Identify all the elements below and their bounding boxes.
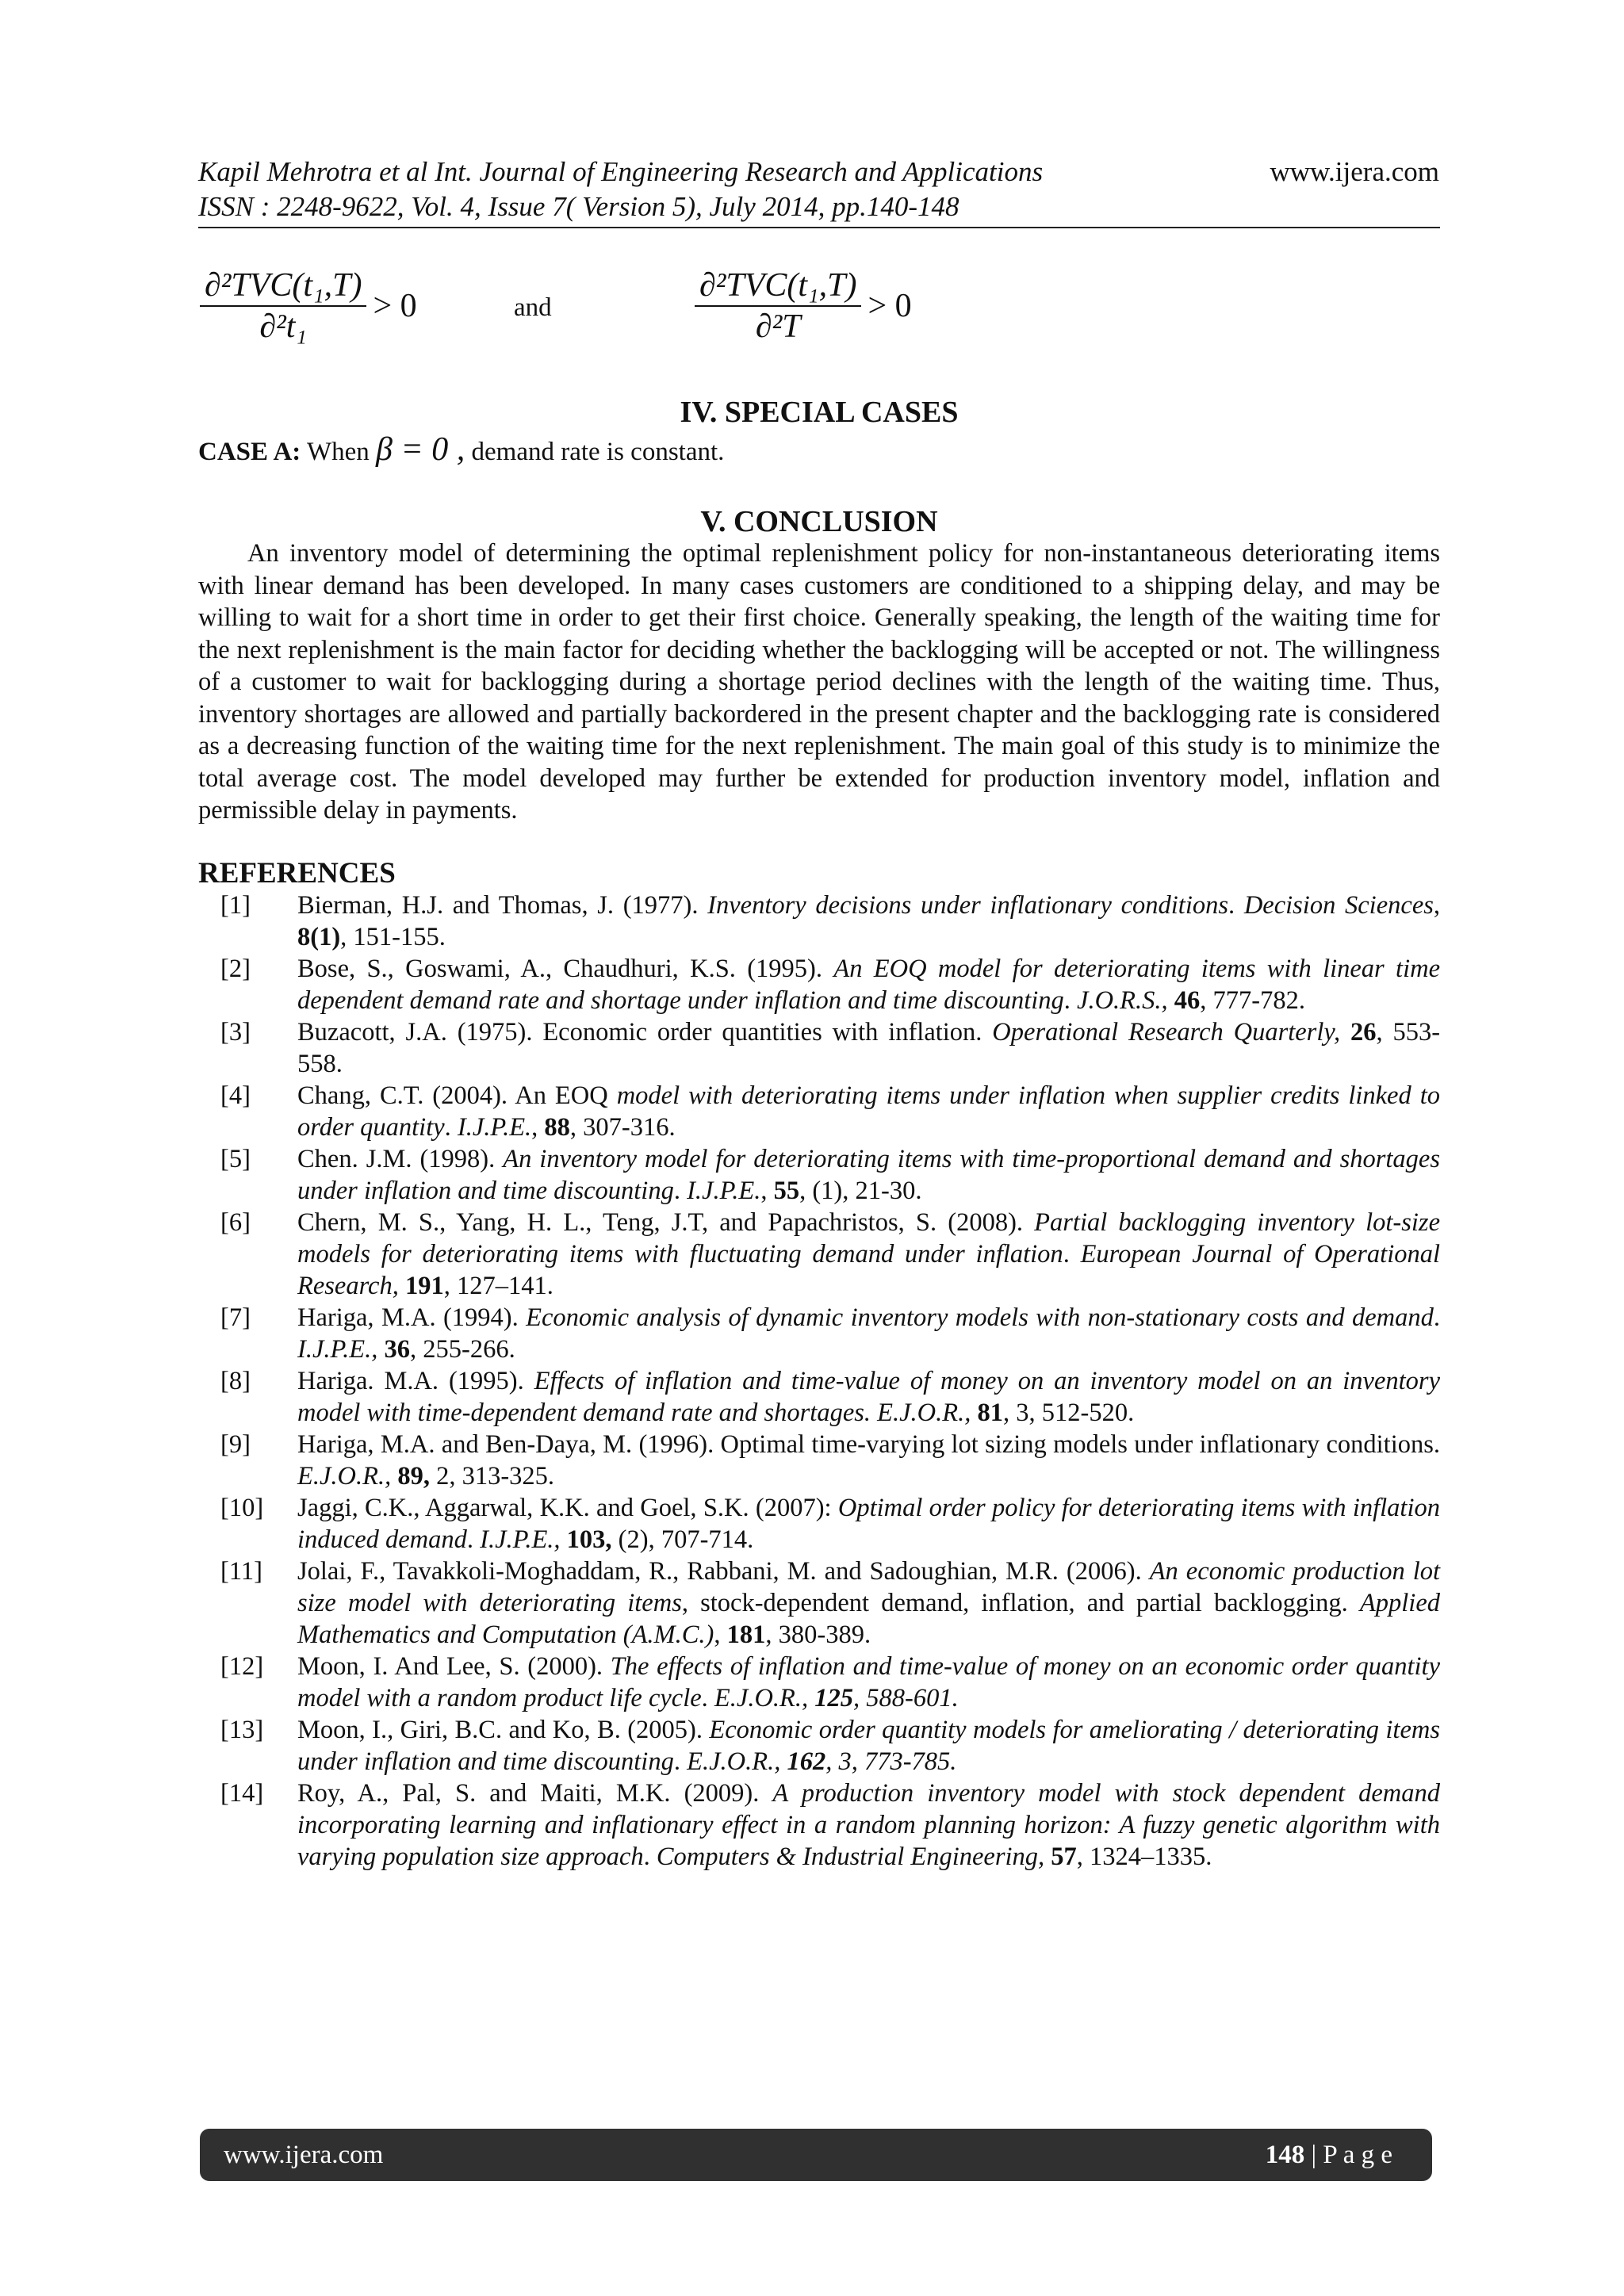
reference-part: .: [1063, 986, 1078, 1015]
reference-part: E.J.O.R.,: [687, 1747, 787, 1776]
reference-item: [198, 1714, 1440, 1777]
reference-part: 88: [544, 1113, 570, 1142]
reference-part: Moon, I. And Lee, S. (2000).: [297, 1652, 611, 1681]
reference-number: [3]: [220, 1018, 251, 1047]
equation-2-relation: > 0: [868, 288, 912, 324]
reference-part: ,: [1433, 891, 1441, 920]
reference-part: , 1324–1335.: [1076, 1843, 1212, 1871]
reference-part: An inventory model for deteriorating items with time-proportional demand and shortages under inflation and time discounting: [297, 1145, 1440, 1205]
reference-part: Operational Research Quarterly,: [992, 1018, 1341, 1047]
reference-part: Economic order quantity models for ameliorating / deteriorating items under inflation and time discounting: [297, 1716, 1440, 1776]
reference-part: An EOQ model for deteriorating items with linear time dependent demand rate and shortage under inflation and time discounting: [297, 955, 1440, 1015]
reference-item: [198, 1207, 1440, 1302]
reference-item: [198, 890, 1440, 953]
reference-part: , 777-782.: [1200, 986, 1305, 1015]
reference-part: Buzacott, J.A. (1975). Economic order quantities with inflation.: [297, 1018, 993, 1047]
reference-part: 162: [787, 1747, 826, 1776]
conclusion-heading: V. CONCLUSION: [700, 505, 938, 538]
case-a-label: CASE A:: [198, 438, 301, 466]
reference-part: Hariga. M.A. (1995).: [297, 1367, 534, 1395]
reference-text: [297, 1556, 1440, 1651]
reference-part: Optimal order policy for deteriorating items with inflation induced demand: [297, 1494, 1440, 1554]
case-a-math: β = 0 ,: [375, 431, 465, 468]
reference-item: [198, 1016, 1440, 1080]
reference-part: 36: [384, 1335, 411, 1364]
reference-part: .: [1228, 891, 1244, 920]
reference-part: Inventory decisions under inflationary conditions: [707, 891, 1229, 920]
reference-item: [198, 1365, 1440, 1429]
footer-website[interactable]: www.ijera.com: [224, 2140, 384, 2169]
issn-line: ISSN : 2248-9622, Vol. 4, Issue 7( Version 5), July 2014, pp.140-148: [198, 191, 959, 222]
journal-website[interactable]: www.ijera.com: [1270, 156, 1439, 187]
reference-text: [297, 1143, 1440, 1207]
case-a-pre: When: [306, 438, 370, 466]
reference-part: 89,: [397, 1462, 430, 1490]
reference-part: Chern, M. S., Yang, H. L., Teng, J.T, and Papachristos, S. (2008).: [297, 1208, 1035, 1237]
reference-text: [297, 1651, 1440, 1714]
reference-part: , stock-dependent demand, inflation, and partial backlogging.: [681, 1589, 1360, 1617]
reference-text: [297, 1207, 1440, 1302]
reference-part: Economic analysis of dynamic inventory models with non-stationary costs and demand: [526, 1303, 1434, 1332]
reference-text: [297, 1492, 1440, 1556]
reference-text: [297, 1777, 1440, 1873]
reference-item: [198, 1651, 1440, 1714]
reference-part: .: [673, 1177, 688, 1205]
reference-part: 181: [726, 1621, 766, 1649]
page-number: [1266, 2141, 1392, 2170]
reference-part: [1168, 986, 1174, 1015]
reference-item: [198, 953, 1440, 1016]
references-heading: REFERENCES: [198, 857, 396, 890]
reference-part: , 307-316.: [569, 1113, 676, 1142]
reference-text: [297, 1016, 1440, 1080]
reference-number: [13]: [220, 1716, 264, 1744]
equation-2-denominator: ∂²T: [755, 308, 801, 345]
reference-part: ,: [531, 1113, 545, 1142]
reference-part: An economic production lot size model with deteriorating items: [297, 1557, 1440, 1617]
reference-part: [1340, 1018, 1350, 1047]
reference-part: Hariga, M.A. (1994).: [297, 1303, 527, 1332]
page-label: | P a g e: [1304, 2140, 1392, 2169]
reference-part-wrap: [787, 1747, 825, 1776]
reference-part: European Journal of Operational Research,: [297, 1240, 1441, 1300]
reference-part: 26: [1350, 1018, 1377, 1047]
case-a: [198, 430, 724, 469]
reference-part: .: [1433, 1303, 1440, 1332]
reference-text: [297, 953, 1440, 1016]
reference-part: A production inventory model with stock dependent demand incorporating learning and inflationary effect in a random planning horizon: A fuzzy genetic algorithm with varying population size approach: [297, 1779, 1441, 1871]
reference-item: [198, 1302, 1440, 1365]
reference-part: [971, 1399, 977, 1427]
reference-part: model with deteriorating items under inflation when supplier credits linked to order quantity: [297, 1081, 1440, 1142]
reference-text: [297, 1302, 1440, 1365]
reference-part: 57: [1051, 1843, 1077, 1871]
reference-part: Jaggi, C.K., Aggarwal, K.K. and Goel, S.K. (2007):: [297, 1494, 838, 1522]
references-list: [198, 890, 1440, 1873]
reference-part: 46: [1174, 986, 1201, 1015]
reference-part: I.J.P.E.,: [297, 1335, 378, 1364]
equation-2-numerator: ∂²TVC(t₁,T): [699, 267, 857, 304]
reference-part: Hariga, M.A. and Ben-Daya, M. (1996). Optimal time-varying lot sizing models under inflationary conditions.: [297, 1430, 1440, 1459]
reference-part-wrap: [814, 1684, 853, 1712]
header-rule: [198, 227, 1440, 228]
reference-part: .: [444, 1113, 458, 1142]
reference-part: Applied Mathematics and Computation (A.M.C.): [297, 1589, 1440, 1649]
reference-part: (2), 707-714.: [611, 1525, 754, 1554]
reference-part: , 3, 512-520.: [1003, 1399, 1135, 1427]
reference-part: .: [673, 1747, 688, 1776]
reference-number: [4]: [220, 1081, 251, 1110]
reference-part: 191: [404, 1272, 444, 1300]
reference-part: .: [466, 1525, 481, 1554]
reference-part: [561, 1525, 567, 1554]
reference-text: [297, 1080, 1440, 1143]
reference-part: I.J.P.E.: [687, 1177, 761, 1205]
reference-number: [14]: [220, 1779, 264, 1808]
reference-part: , 151-155.: [340, 923, 446, 951]
reference-part: Chen. J.M. (1998).: [297, 1145, 504, 1173]
page-number-value: 148: [1265, 2140, 1305, 2169]
reference-text: [297, 1714, 1440, 1777]
reference-part: I.J.P.E.: [457, 1113, 532, 1142]
reference-part: ,: [760, 1177, 774, 1205]
reference-part: I.J.P.E.,: [480, 1525, 561, 1554]
reference-part: [377, 1335, 384, 1364]
reference-item: [198, 1777, 1440, 1873]
reference-text: [297, 1365, 1440, 1429]
reference-item: [198, 1429, 1440, 1492]
conclusion-paragraph: An inventory model of determining the optimal replenishment policy for non-instantaneous deteriorating items with linear demand has been developed. In many cases customers are conditioned to a shipping delay, and may be willing to wait for a short time in order to get their first choice. Generally speaking, the length of the waiting time for the next replenishment is the main factor for deciding whether the backlogging will be accepted or not. The willingness of a customer to wait for backlogging during a shortage period declines with the length of the waiting time. Thus, inventory shortages are allowed and partially backordered in the present chapter and the backlogging rate is considered as a decreasing function of the waiting time for the next replenishment. The main goal of this study is to minimize the total average cost. The model developed may further be extended for production inventory model, inflation and permissible delay in payments.: [198, 539, 1440, 825]
reference-part: .: [701, 1684, 714, 1712]
case-a-post: demand rate is constant.: [471, 438, 725, 466]
equation-2: [695, 266, 912, 346]
reference-number: [1]: [220, 891, 251, 920]
reference-item: [198, 1143, 1440, 1207]
reference-part: Effects of inflation and time-value of money on an inventory model on an inventory model with time-dependent demand rate and shortages. E.J.O.R.,: [297, 1367, 1441, 1427]
reference-part: J.O.R.S.,: [1077, 986, 1168, 1015]
reference-part: 55: [773, 1177, 800, 1205]
reference-part: 125: [814, 1684, 854, 1712]
reference-number: [10]: [220, 1494, 264, 1522]
reference-part: 8(1): [297, 923, 341, 951]
reference-part: ,: [714, 1621, 727, 1649]
reference-part: , 255-266.: [410, 1335, 515, 1364]
reference-number: [5]: [220, 1145, 251, 1173]
reference-part: Roy, A., Pal, S. and Maiti, M.K. (2009).: [297, 1779, 773, 1808]
reference-part: Partial backlogging inventory lot-size models for deteriorating items with fluctuating demand under inflation: [297, 1208, 1440, 1269]
equation-connector: and: [514, 293, 552, 322]
reference-part: 2, 313-325.: [429, 1462, 555, 1490]
reference-number: [11]: [220, 1557, 262, 1586]
reference-part: Jolai, F., Tavakkoli-Moghaddam, R., Rabbani, M. and Sadoughian, M.R. (2006).: [297, 1557, 1150, 1586]
reference-part: , 3, 773-785.: [825, 1747, 957, 1776]
reference-part: E.J.O.R.,: [714, 1684, 815, 1712]
running-header: [198, 155, 1439, 224]
reference-part: , 127–141.: [443, 1272, 553, 1300]
reference-part: Bose, S., Goswami, A., Chaudhuri, K.S. (1995).: [297, 955, 834, 983]
reference-part: Computers & Industrial Engineering,: [656, 1843, 1045, 1871]
reference-part: , 380-389.: [765, 1621, 871, 1649]
reference-item: [198, 1556, 1440, 1651]
reference-part: , (1), 21-30.: [799, 1177, 922, 1205]
reference-part: , 553-558.: [297, 1018, 1441, 1078]
reference-part: 81: [977, 1399, 1003, 1427]
reference-part: Moon, I., Giri, B.C. and Ko, B. (2005).: [297, 1716, 710, 1744]
reference-number: [8]: [220, 1367, 251, 1395]
equation-1: [200, 266, 417, 346]
reference-number: [2]: [220, 955, 251, 983]
reference-part: Decision Sciences: [1243, 891, 1434, 920]
reference-text: [297, 890, 1440, 953]
page-footer: [200, 2129, 1432, 2181]
reference-part: , 588-601.: [853, 1684, 959, 1712]
equation-1-denominator: ∂²t₁: [259, 308, 308, 345]
reference-item: [198, 1080, 1440, 1143]
reference-number: [6]: [220, 1208, 251, 1237]
reference-number: [9]: [220, 1430, 251, 1459]
reference-part: The effects of inflation and time-value of money on an economic order quantity model with a random product life cycle: [297, 1652, 1440, 1712]
reference-item: [198, 1492, 1440, 1556]
special-cases-heading: IV. SPECIAL CASES: [680, 396, 959, 429]
reference-part: Chang, C.T. (2004). An EOQ: [297, 1081, 617, 1110]
reference-number: [12]: [220, 1652, 264, 1681]
reference-part: .: [1063, 1240, 1081, 1269]
reference-part: E.J.O.R.,: [297, 1462, 392, 1490]
reference-part: [399, 1272, 405, 1300]
reference-part: Bierman, H.J. and Thomas, J. (1977).: [297, 891, 708, 920]
journal-citation: Kapil Mehrotra et al Int. Journal of Engineering Research and Applications: [198, 156, 1044, 187]
reference-part: .: [643, 1843, 657, 1871]
reference-part: 103,: [566, 1525, 612, 1554]
equation-1-relation: > 0: [373, 288, 417, 324]
equation-1-numerator: ∂²TVC(t₁,T): [205, 267, 362, 304]
reference-number: [7]: [220, 1303, 251, 1332]
reference-text: [297, 1429, 1440, 1492]
